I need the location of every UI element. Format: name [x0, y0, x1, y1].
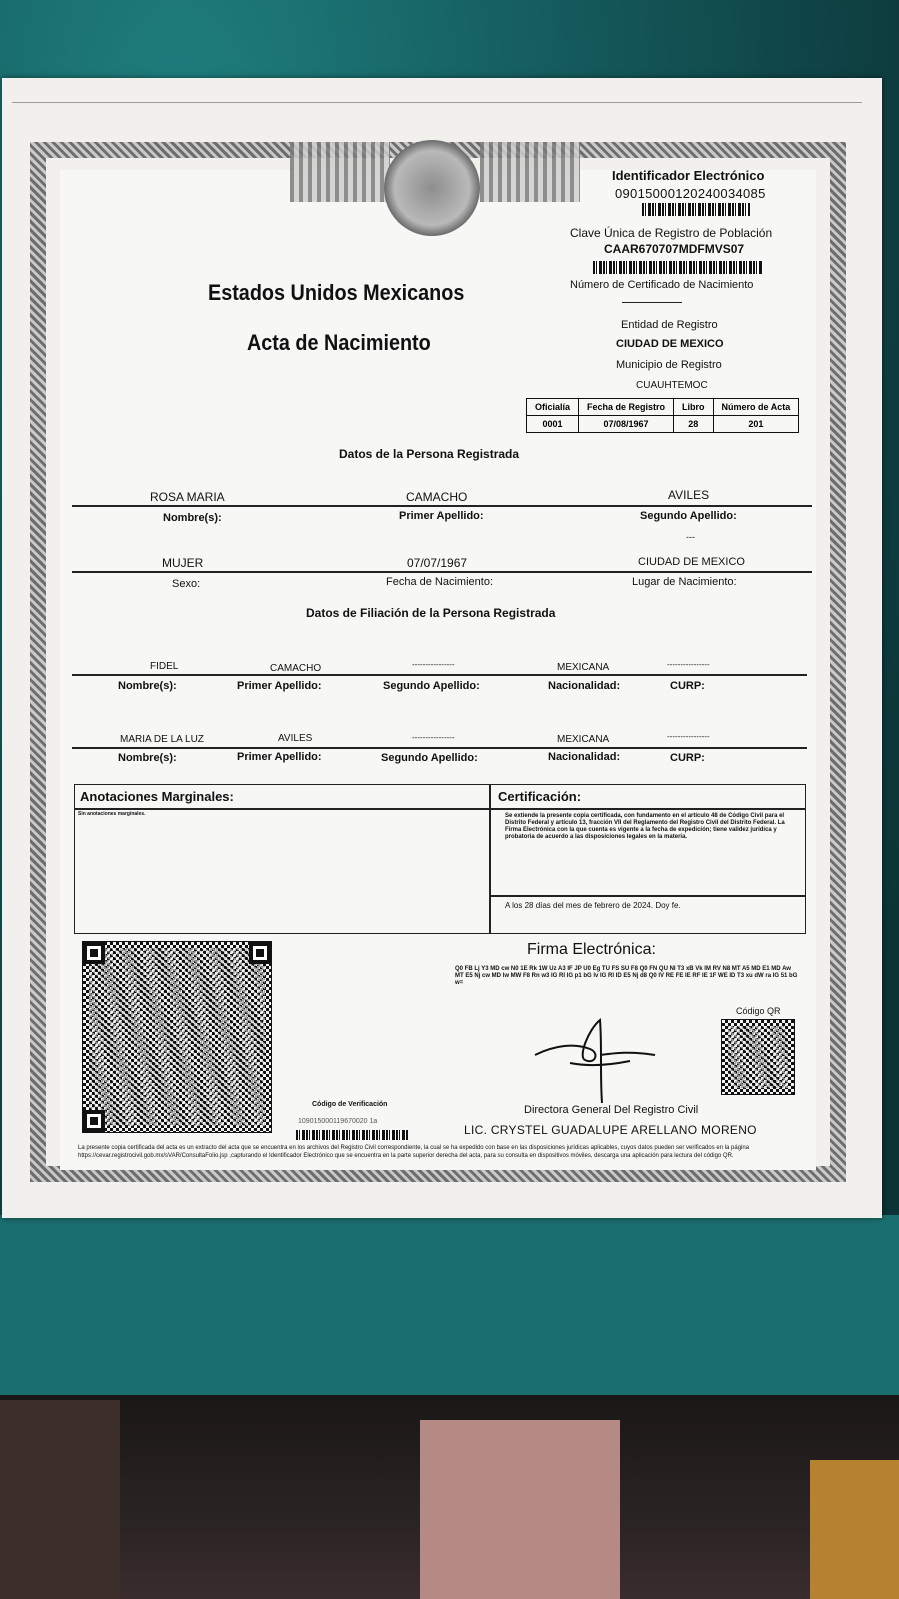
- persona-name-line: [72, 505, 812, 507]
- id-barcode-icon: [642, 203, 750, 216]
- padre-primer-label: Primer Apellido:: [237, 680, 322, 692]
- persona-lugar-label: Lugar de Nacimiento:: [632, 576, 737, 588]
- madre-nombre: MARIA DE LA LUZ: [120, 734, 204, 745]
- madre-segundo-apellido: ----------------: [412, 733, 455, 742]
- persona-curp-dash: ---: [686, 532, 695, 542]
- registro-table: [526, 398, 799, 433]
- padre-nombre-label: Nombre(s):: [118, 680, 177, 692]
- padre-curp-label: CURP:: [670, 680, 705, 692]
- madre-curp-label: CURP:: [670, 752, 705, 764]
- anotaciones-text: Sin anotaciones marginales.: [78, 811, 146, 817]
- certificate-number-line: [622, 302, 682, 303]
- municipio-label: Municipio de Registro: [616, 359, 722, 371]
- padre-segundo-label: Segundo Apellido:: [383, 680, 480, 692]
- firma-nombre: LIC. CRYSTEL GUADALUPE ARELLANO MORENO: [464, 1123, 757, 1137]
- certificate-number-label: Número de Certificado de Nacimiento: [570, 279, 754, 291]
- large-qr-code-icon: [83, 942, 271, 1132]
- header-libro: Libro: [674, 399, 714, 416]
- paper-top-rule: [12, 102, 862, 103]
- signature-icon: [530, 1015, 660, 1105]
- curp-label: Clave Única de Registro de Población: [570, 226, 773, 240]
- persona-segundo-apellido-label: Segundo Apellido:: [640, 510, 737, 522]
- qr-finder-icon: [83, 942, 105, 964]
- certificacion-title: Certificación:: [498, 789, 582, 804]
- value-numero-acta: 201: [713, 416, 799, 433]
- curp-barcode-icon: [593, 261, 763, 274]
- persona-nombre-label: Nombre(s):: [163, 512, 222, 524]
- persona-nombre: ROSA MARIA: [150, 490, 225, 504]
- madre-primer-label: Primer Apellido:: [237, 751, 322, 763]
- header-numero-acta: Número de Acta: [713, 399, 799, 416]
- madre-primer-apellido: AVILES: [278, 733, 313, 744]
- firma-cargo: Directora General Del Registro Civil: [524, 1104, 699, 1116]
- certificacion-fecha: A los 28 días del mes de febrero de 2024. Doy fe.: [505, 901, 681, 910]
- entidad-value: CIUDAD DE MEXICO: [616, 338, 724, 350]
- id-label: Identificador Electrónico: [612, 168, 765, 183]
- certificacion-text: Se extiende la presente copia certificada, con fundamento en el artículo 48 de Código Civil para el Distrito Federal y artículo 13, fracción VII del Reglamento del Registro Civil del Distrito Federal. La Firma Electrónica con la que cuenta es vigente a la fecha de expedición; tiene validez jurídica y probatoria de acuerdo a las disposiciones legales en la materia.: [505, 813, 785, 840]
- qr-finder-icon: [249, 942, 271, 964]
- footer-legal-text: La presente copia certificada del acta es un extracto del acta que se encuentra en los archivos del Registro Civil correspondiente, la cual se ha expedido con base en las disposiciones jurídicas aplicables, cuyos datos pueden ser verificados en la página https://cevar.registrocivil.gob.mx/sVAR/ConsultaFolio.jsp ,capturando el Identificador Electrónico que se encuentra en la parte superior derecha del acta, para su consulta en dispositivos móviles, descarga una aplicación para lectura del código QR.: [78, 1145, 750, 1159]
- header-oficialia: Oficialía: [527, 399, 579, 416]
- persona-primer-apellido: CAMACHO: [406, 490, 468, 504]
- anotaciones-box: [74, 784, 490, 934]
- persona-birth-line: [72, 571, 812, 573]
- persona-fecha-label: Fecha de Nacimiento:: [386, 576, 493, 588]
- entidad-label: Entidad de Registro: [621, 319, 718, 331]
- floor-tile: [420, 1420, 620, 1599]
- padre-nacionalidad: MEXICANA: [557, 662, 610, 673]
- value-fecha-registro: 07/08/1967: [579, 416, 674, 433]
- seal-right-ornament: [480, 142, 580, 202]
- seal-left-ornament: [290, 142, 390, 202]
- anotaciones-title: Anotaciones Marginales:: [80, 789, 234, 804]
- persona-fecha-nacimiento: 07/07/1967: [407, 556, 468, 570]
- certificacion-box: [490, 784, 806, 934]
- padre-nombre: FIDEL: [150, 661, 179, 672]
- persona-sexo-label: Sexo:: [172, 578, 201, 590]
- filiacion-section-title: Datos de Filiación de la Persona Registrada: [306, 606, 556, 620]
- madre-nacionalidad-label: Nacionalidad:: [548, 751, 621, 763]
- value-libro: 28: [674, 416, 714, 433]
- value-oficialia: 0001: [527, 416, 579, 433]
- anotaciones-divider: [74, 808, 490, 810]
- madre-nacionalidad: MEXICANA: [557, 734, 610, 745]
- national-seal-icon: [384, 140, 480, 236]
- certificacion-divider: [490, 808, 806, 810]
- padre-segundo-apellido: ----------------: [412, 660, 455, 669]
- floor-tile-right: [810, 1460, 899, 1599]
- persona-lugar-nacimiento: CIUDAD DE MEXICO: [638, 556, 745, 568]
- verificacion-label: Código de Verificación: [312, 1101, 388, 1108]
- header-fecha-registro: Fecha de Registro: [579, 399, 674, 416]
- verificacion-value: 109015000119670020 1a: [298, 1118, 378, 1125]
- padre-curp: ----------------: [667, 660, 710, 669]
- persona-primer-apellido-label: Primer Apellido:: [399, 510, 484, 522]
- padre-nacionalidad-label: Nacionalidad:: [548, 680, 621, 692]
- verificacion-barcode-icon: [296, 1130, 408, 1140]
- fabric-stripe: [0, 1215, 899, 1425]
- padre-primer-apellido: CAMACHO: [270, 663, 322, 674]
- padre-line: [72, 674, 807, 676]
- firma-title: Firma Electrónica:: [527, 941, 656, 958]
- small-qr-code-icon: [722, 1020, 794, 1094]
- madre-nombre-label: Nombre(s):: [118, 752, 177, 764]
- qr-label: Código QR: [736, 1006, 781, 1016]
- document-title: Acta de Nacimiento: [247, 330, 431, 355]
- qr-finder-icon: [83, 1110, 105, 1132]
- firma-hash: Q0 FB Lj Y3 MD cw N0 1E Rk 1W Uz A3 IF JP U0 Eg TU FS SU F8 Q0 FN QU NI T3 xB Vk IM RV N8 MT A5 MD E1 MD Aw MT E5 Nj cw MD lw MW F8 Rn w3 IG RI IG p1 bG lv IG RI ID E5 Nj d8 Q0 lV RE FE IE RF IE 1F WE ID T3 xu dW ra IG 51 bG w=: [455, 966, 798, 986]
- madre-curp: ----------------: [667, 732, 710, 741]
- persona-segundo-apellido: AVILES: [668, 488, 710, 502]
- curp-value: CAAR670707MDFMVS07: [604, 242, 745, 256]
- certificacion-date-divider: [490, 895, 806, 897]
- municipio-value: CUAUHTEMOC: [636, 380, 708, 391]
- madre-segundo-label: Segundo Apellido:: [381, 752, 478, 764]
- id-value: 09015000120240034085: [615, 186, 766, 201]
- madre-line: [72, 747, 807, 749]
- persona-sexo: MUJER: [162, 556, 204, 570]
- foreground-shadow: [0, 1400, 120, 1599]
- country-name: Estados Unidos Mexicanos: [208, 280, 465, 305]
- persona-section-title: Datos de la Persona Registrada: [339, 447, 520, 461]
